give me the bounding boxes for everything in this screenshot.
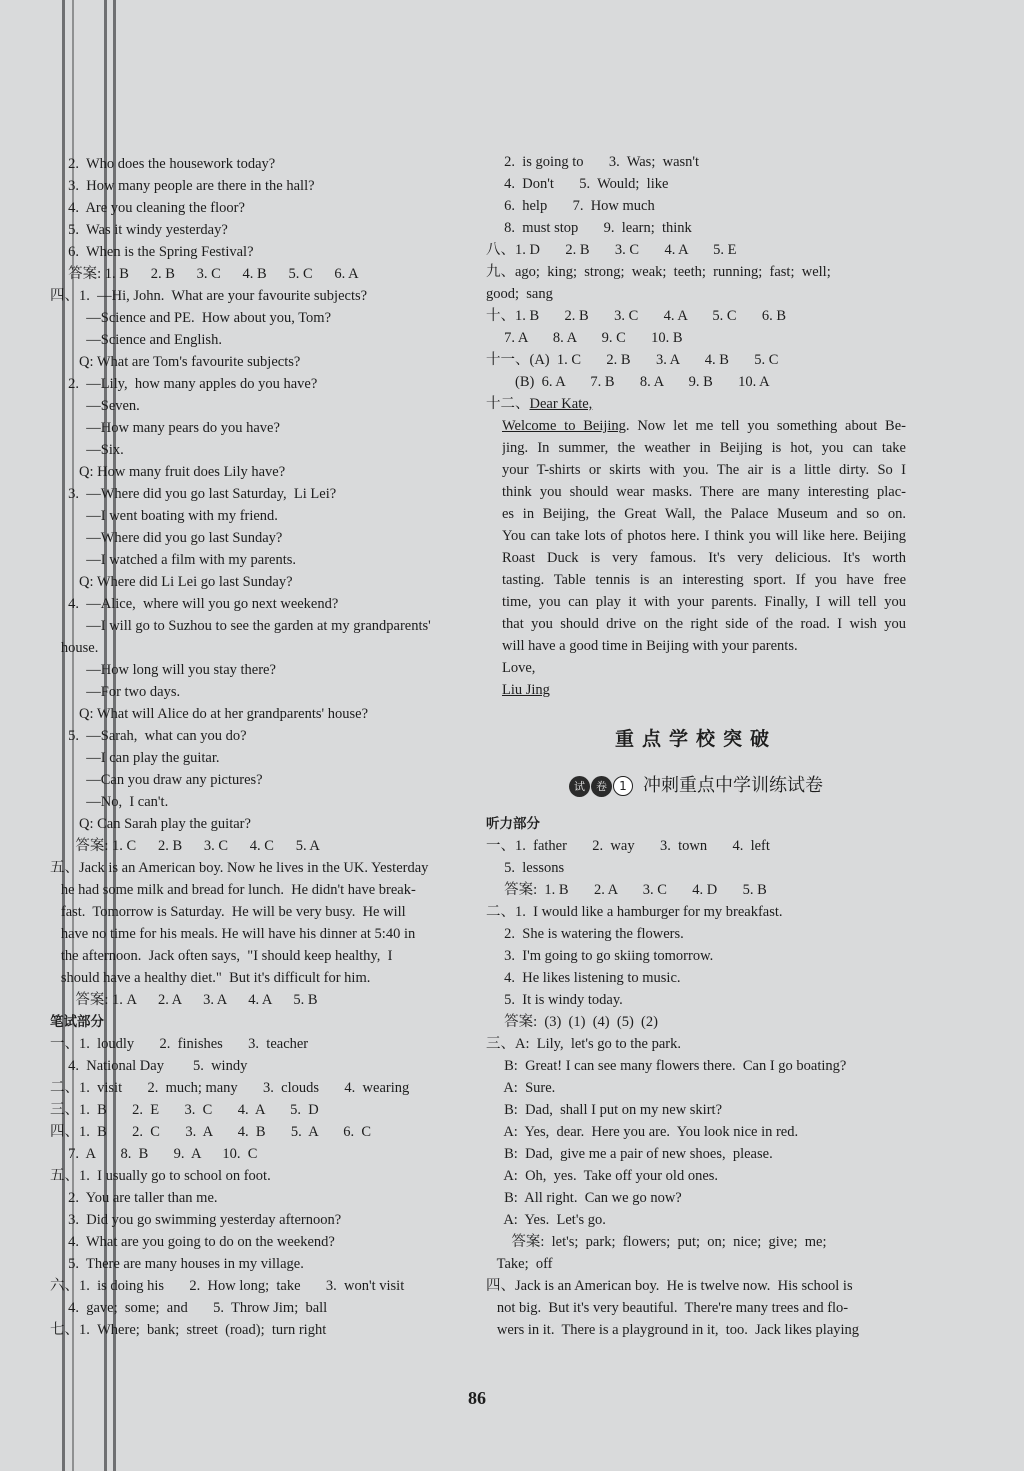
answer-line: Q: How many fruit does Lily have?: [50, 464, 286, 480]
answer-line: 4. He likes listening to music.: [486, 970, 681, 986]
answer-line: —I can play the guitar.: [50, 750, 220, 766]
answer-line: —Can you draw any pictures?: [50, 772, 263, 788]
answer-line: —Six.: [50, 442, 124, 458]
answer-line: —I watched a film with my parents.: [50, 552, 297, 568]
answer-line: —I went boating with my friend.: [50, 508, 278, 524]
answer-line: 5. It is windy today.: [486, 992, 623, 1008]
answer-line: —Science and PE. How about you, Tom?: [50, 310, 332, 326]
letter-first-rest: . Now let me tell you something about Be-: [625, 418, 906, 434]
letter-line: tasting. Table tennis is an interesting sport. If you have free: [502, 572, 906, 588]
right-answer-column: [486, 151, 906, 701]
answer-line: B: Dad, shall I put on my new skirt?: [486, 1102, 723, 1118]
answer-line: —How long will you stay there?: [50, 662, 276, 678]
answer-line: 5. lessons: [486, 860, 565, 876]
answer-line: 三、A: Lily, let's go to the park.: [486, 1036, 681, 1052]
answer-line: —Seven.: [50, 398, 140, 414]
answer-line: 5. There are many houses in my village.: [50, 1256, 304, 1272]
test-title-text: 冲刺重点中学训练试卷: [643, 775, 823, 796]
answer-line: —How many pears do you have?: [50, 420, 280, 436]
section-title: 重点学校突破: [614, 728, 777, 750]
answer-line: 答案: (3) (1) (4) (5) (2): [486, 1014, 658, 1030]
letter-line: jing. In summer, the weather in Beijing is hot, you can take: [502, 440, 906, 456]
answer-line: 十、1. B 2. B 3. C 4. A 5. C 6. B: [486, 308, 787, 324]
answer-line: Q: Can Sarah play the guitar?: [50, 816, 251, 832]
answer-line: 二、1. I would like a hamburger for my breakfast.: [486, 904, 783, 920]
answer-line: 五、1. I usually go to school on foot.: [50, 1168, 271, 1184]
answer-line: house.: [50, 640, 99, 656]
answer-line: Q: What are Tom's favourite subjects?: [50, 354, 301, 370]
answer-line: 四、1. —Hi, John. What are your favourite subjects?: [50, 288, 368, 304]
answer-line: —Where did you go last Sunday?: [50, 530, 283, 546]
letter-line: You can take lots of photos here. I think you will like here. Beijing: [502, 528, 906, 544]
answer-line: 答案: 1. C 2. B 3. C 4. C 5. A: [50, 838, 320, 854]
answer-line: A: Sure.: [486, 1080, 556, 1096]
test-title: [486, 771, 906, 797]
right-bottom-answers: [486, 813, 906, 1341]
letter-line: Roast Duck is very famous. It's very delicious. It's worth: [502, 550, 906, 566]
answer-line: 4. What are you going to do on the weekend?: [50, 1234, 335, 1250]
left-answer-column: [50, 153, 470, 1341]
badge-char-2: 卷: [591, 776, 612, 797]
answer-line: good; sang: [486, 286, 553, 302]
answer-line: 4. National Day 5. windy: [50, 1058, 248, 1074]
letter-greeting: Dear Kate,: [529, 396, 593, 412]
answer-line: 四、1. B 2. C 3. A 4. B 5. A 6. C: [50, 1124, 372, 1140]
answer-line: should have a healthy diet." But it's difficult for him.: [50, 970, 371, 986]
answer-line: 五、Jack is an American boy. Now he lives in the UK. Yesterday: [50, 860, 429, 876]
answer-line: 2. Who does the housework today?: [50, 156, 276, 172]
answer-line: 答案: let's; park; flowers; put; on; nice; give; me;: [486, 1234, 827, 1250]
letter-prefix: 十二、: [486, 396, 530, 412]
answer-line: 四、Jack is an American boy. He is twelve now. His school is: [486, 1278, 853, 1294]
answer-line: not big. But it's very beautiful. There're many trees and flo-: [486, 1300, 849, 1316]
answer-line: 3. How many people are there in the hall?: [50, 178, 315, 194]
answer-line: —I will go to Suzhou to see the garden at my grandparents': [50, 618, 431, 634]
answer-line: 2. You are taller than me.: [50, 1190, 218, 1206]
answer-line: 六、1. is doing his 2. How long; take 3. won't visit: [50, 1278, 405, 1294]
answer-line: B: Dad, give me a pair of new shoes, please.: [486, 1146, 773, 1162]
answer-line: 7. A 8. A 9. C 10. B: [486, 330, 683, 346]
answer-line: 七、1. Where; bank; street (road); turn right: [50, 1322, 327, 1338]
letter-line: think you should wear masks. There are many interesting plac-: [502, 484, 906, 500]
answer-line: 4. Don't 5. Would; like: [486, 176, 669, 192]
answer-line: 2. —Lily, how many apples do you have?: [50, 376, 318, 392]
letter-line: es in Beijing, the Great Wall, the Palace Museum and so on.: [502, 506, 906, 522]
answer-line: 答案: 1. B 2. B 3. C 4. B 5. C 6. A: [50, 266, 359, 282]
answer-line: he had some milk and bread for lunch. He didn't have break-: [50, 882, 416, 898]
answer-line: 2. is going to 3. Was; wasn't: [486, 154, 700, 170]
answer-line: 十一、(A) 1. C 2. B 3. A 4. B 5. C: [486, 352, 779, 368]
answer-line: Q: Where did Li Lei go last Sunday?: [50, 574, 293, 590]
answer-line: A: Yes. Let's go.: [486, 1212, 606, 1228]
badge-number: 1: [613, 776, 633, 796]
answer-line: the afternoon. Jack often says, "I should keep healthy, I: [50, 948, 393, 964]
letter-line: that you should drive on the right side of the road. I wish you: [502, 616, 906, 632]
answer-line: 4. —Alice, where will you go next weekend?: [50, 596, 339, 612]
answer-line: 6. When is the Spring Festival?: [50, 244, 254, 260]
letter-first-underlined: Welcome to Beijing: [502, 418, 626, 434]
answer-line: 笔试部分: [50, 1014, 104, 1030]
answer-line: 一、1. father 2. way 3. town 4. left: [486, 838, 770, 854]
answer-line: fast. Tomorrow is Saturday. He will be very busy. He will: [50, 904, 406, 920]
answer-line: 3. —Where did you go last Saturday, Li Lei?: [50, 486, 337, 502]
answer-line: B: Great! I can see many flowers there. Can I go boating?: [486, 1058, 847, 1074]
answer-line: 5. —Sarah, what can you do?: [50, 728, 247, 744]
answer-line: 8. must stop 9. learn; think: [486, 220, 692, 236]
answer-line: 二、1. visit 2. much; many 3. clouds 4. wearing: [50, 1080, 410, 1096]
answer-line: —Science and English.: [50, 332, 222, 348]
page-number: 86: [468, 1388, 486, 1408]
answer-line: 答案: 1. B 2. A 3. C 4. D 5. B: [486, 882, 767, 898]
answer-line: have no time for his meals. He will have his dinner at 5:40 in: [50, 926, 416, 942]
answer-line: 2. She is watering the flowers.: [486, 926, 684, 942]
answer-line: 4. gave; some; and 5. Throw Jim; ball: [50, 1300, 328, 1316]
letter-closing: Love,: [502, 660, 536, 676]
letter-signature: Liu Jing: [502, 682, 550, 698]
letter-line: time, you can play it with your parents. Finally, I will tell you: [502, 594, 906, 610]
right-top-answers: [486, 151, 906, 393]
listening-header: 听力部分: [486, 816, 540, 832]
answer-line: wers in it. There is a playground in it, too. Jack likes playing: [486, 1322, 860, 1338]
letter-essay: [486, 393, 906, 701]
answer-line: —No, I can't.: [50, 794, 169, 810]
answer-line: 答案: 1. A 2. A 3. A 4. A 5. B: [50, 992, 318, 1008]
answer-line: A: Yes, dear. Here you are. You look nice in red.: [486, 1124, 799, 1140]
answer-line: 3. I'm going to go skiing tomorrow.: [486, 948, 714, 964]
answer-line: Q: What will Alice do at her grandparents' house?: [50, 706, 369, 722]
badge-char-1: 试: [569, 776, 590, 797]
answer-line: 一、1. loudly 2. finishes 3. teacher: [50, 1036, 309, 1052]
answer-line: A: Oh, yes. Take off your old ones.: [486, 1168, 719, 1184]
letter-line: your T-shirts or skirts with you. The air is a little dirty. So I: [502, 462, 906, 478]
answer-line: 八、1. D 2. B 3. C 4. A 5. E: [486, 242, 737, 258]
answer-line: —For two days.: [50, 684, 181, 700]
answer-line: Take; off: [486, 1256, 553, 1272]
answer-line: 3. Did you go swimming yesterday afternoon?: [50, 1212, 342, 1228]
answer-line: B: All right. Can we go now?: [486, 1190, 682, 1206]
answer-line: 三、1. B 2. E 3. C 4. A 5. D: [50, 1102, 319, 1118]
answer-line: 4. Are you cleaning the floor?: [50, 200, 245, 216]
answer-line: 7. A 8. B 9. A 10. C: [50, 1146, 258, 1162]
letter-line: will have a good time in Beijing with your parents.: [502, 638, 798, 654]
answer-line: (B) 6. A 7. B 8. A 9. B 10. A: [486, 374, 770, 390]
answer-line: 5. Was it windy yesterday?: [50, 222, 228, 238]
answer-line: 6. help 7. How much: [486, 198, 655, 214]
answer-line: 九、ago; king; strong; weak; teeth; running; fast; well;: [486, 264, 831, 280]
